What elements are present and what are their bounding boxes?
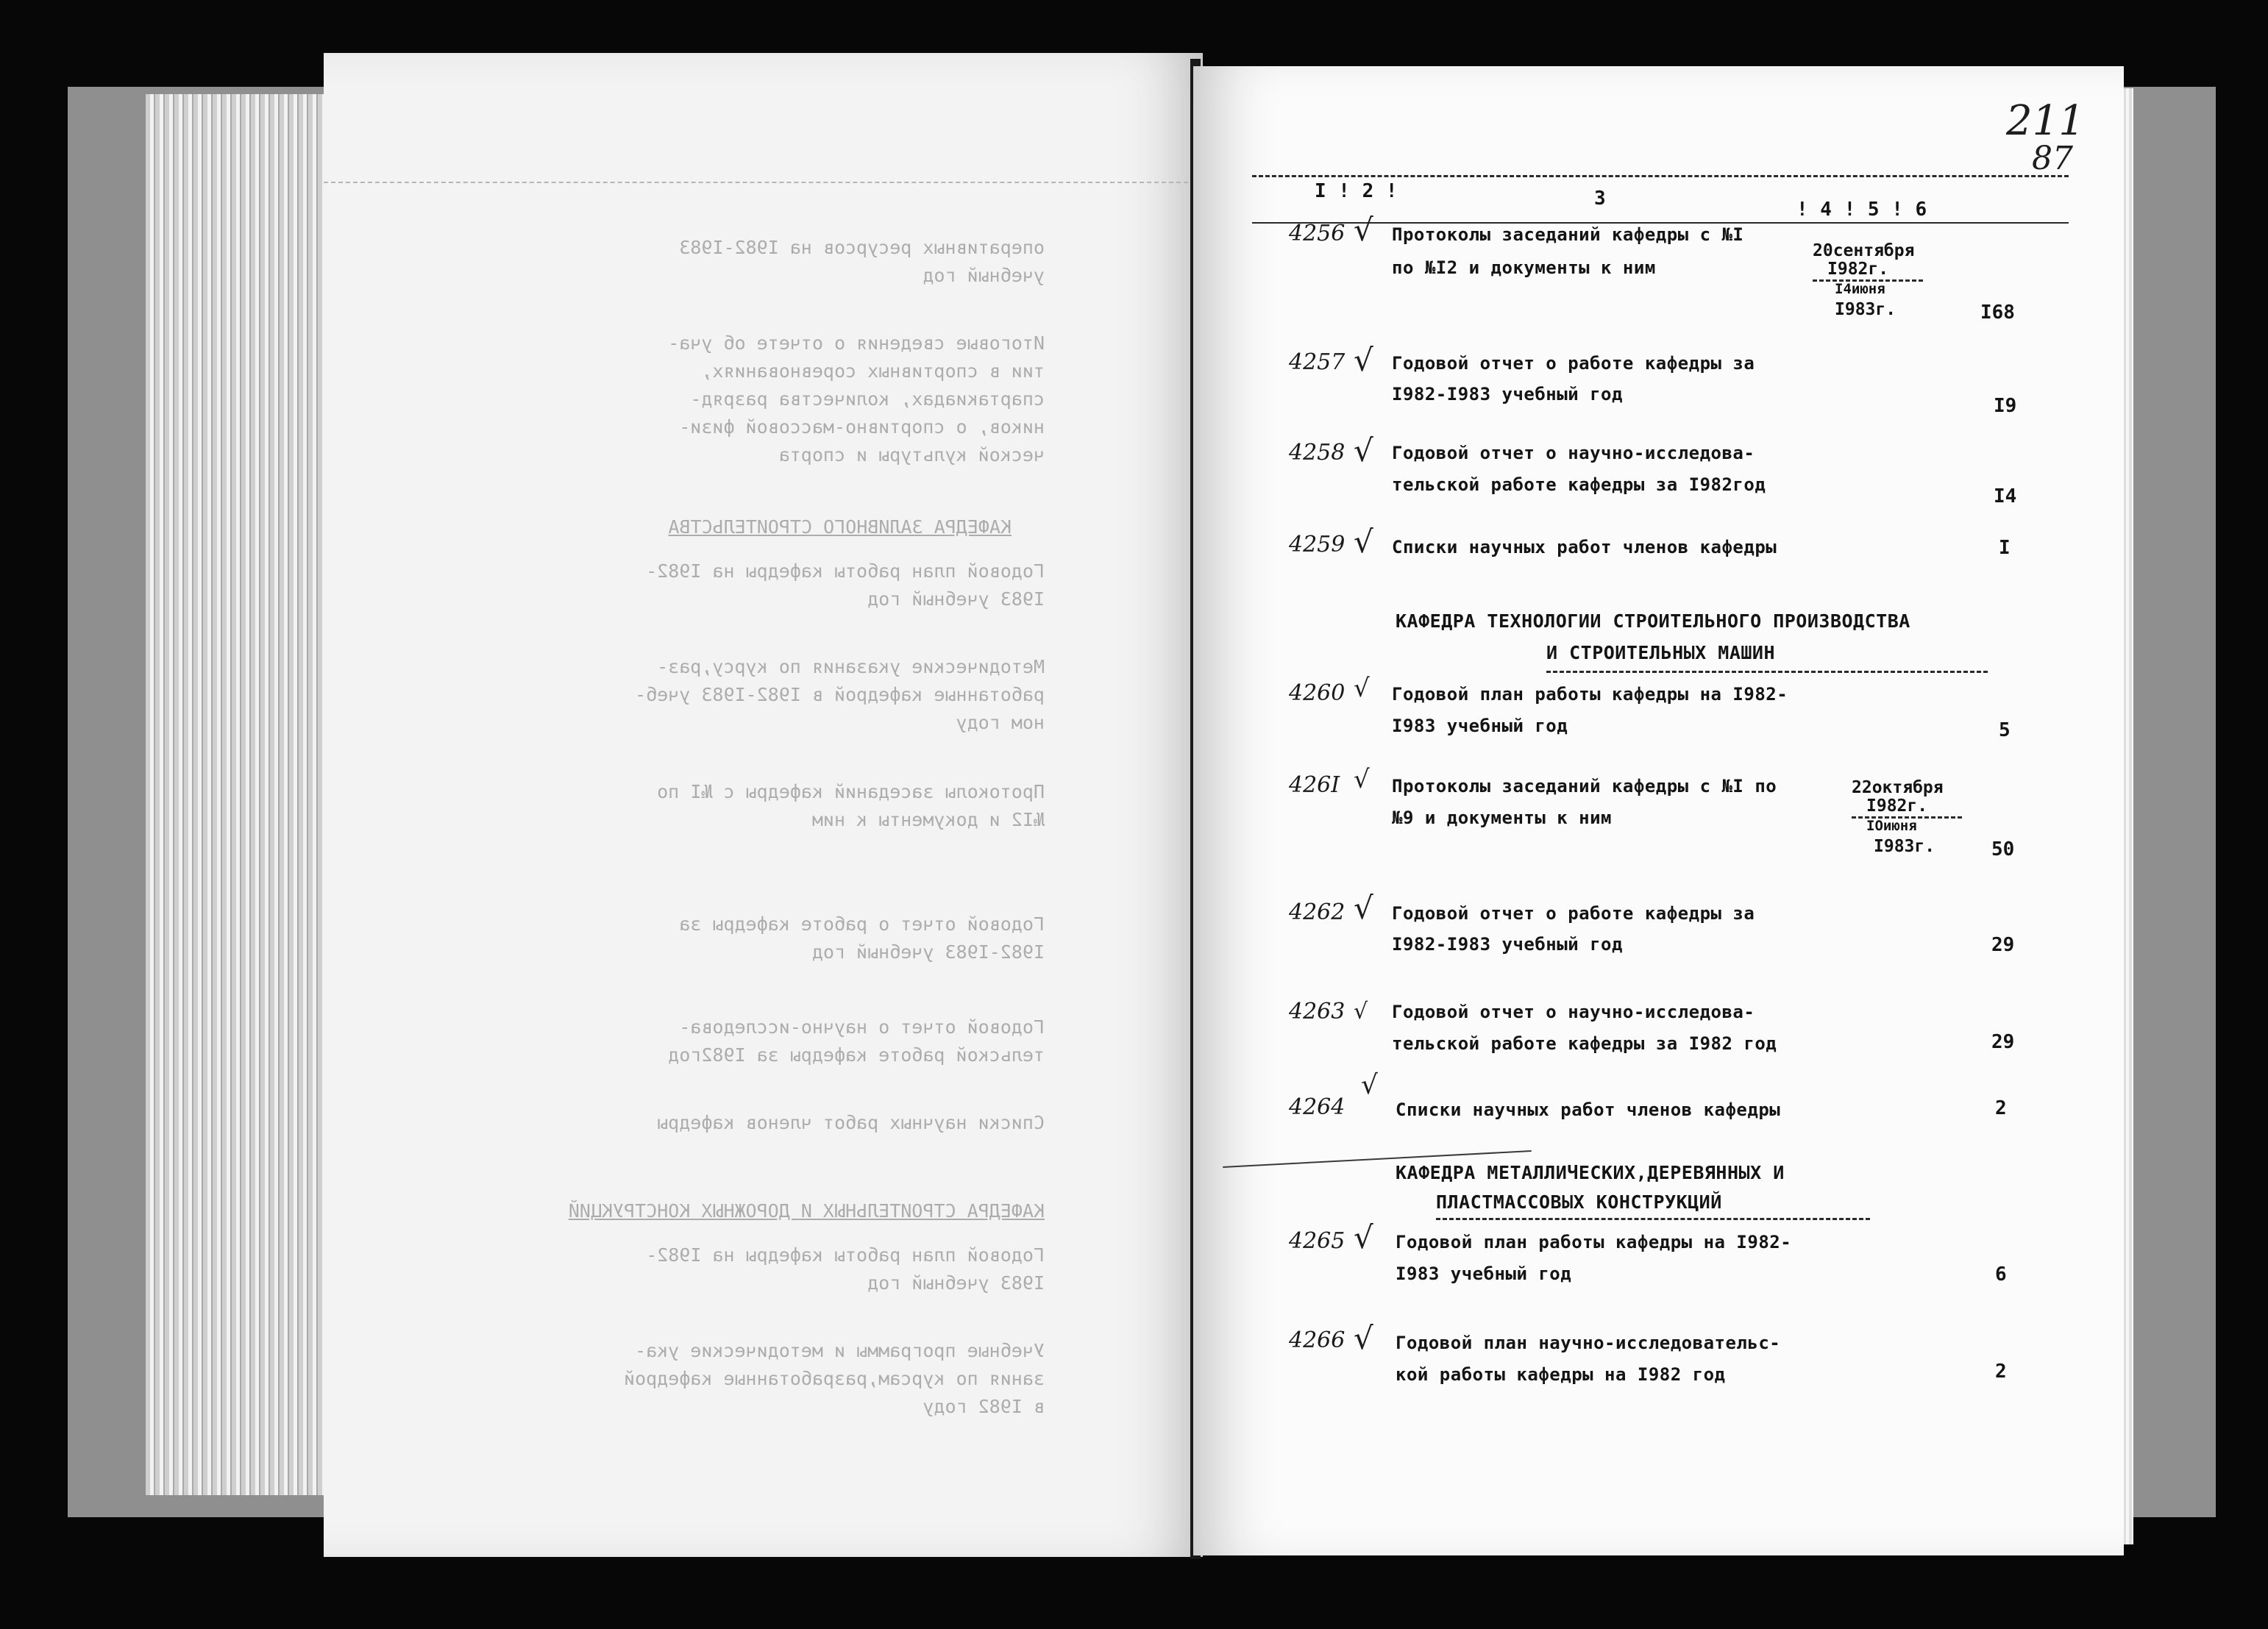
bleed-line: Списки научных работ членов кафедры	[657, 1112, 1045, 1133]
entry-title-line: кой работы кафедры на I982 год	[1396, 1364, 1726, 1385]
folio-number-bottom: 87	[2032, 140, 2073, 177]
checkmark-icon: √	[1354, 524, 1373, 560]
entry-count: 2	[1995, 1097, 2007, 1119]
entry-count: I	[1999, 537, 2011, 559]
bleed-line: I982-I983 учебный год	[811, 941, 1045, 963]
bleed-line: зания по курсам,разработанные кафедрой	[624, 1368, 1045, 1389]
column-header-left: I ! 2 !	[1315, 180, 1398, 202]
entry-title-line: Годовой отчет о научно-исследова-	[1392, 443, 1755, 463]
checkmark-icon: √	[1354, 765, 1370, 794]
header-rule-top	[1252, 175, 2069, 177]
entry-title-line: Годовой отчет о работе кафедры за	[1392, 903, 1755, 924]
section-underline	[1546, 671, 1988, 673]
bleed-line: Учебные программы и методические ука-	[635, 1340, 1045, 1361]
entry-count: 29	[1991, 1031, 2015, 1053]
entry-number: 4256	[1289, 221, 1345, 246]
bleed-line: КАФЕДРА ЗАЛИВНОГО СТРОИТЕЛЬСТВА	[668, 516, 1012, 538]
entry-title-line: Годовой отчет о работе кафедры за	[1392, 353, 1755, 374]
section-underline	[1436, 1218, 1870, 1220]
checkmark-icon: √	[1354, 432, 1373, 468]
entry-number: 4264	[1289, 1094, 1345, 1120]
section-heading: КАФЕДРА ТЕХНОЛОГИИ СТРОИТЕЛЬНОГО ПРОИЗВОДСТВА	[1396, 610, 1910, 632]
bleed-line: ном году	[956, 712, 1045, 733]
entry-title-line: Годовой план научно-исследовательс-	[1396, 1333, 1781, 1353]
bleed-line: тельской работе кафедры за I982год	[668, 1044, 1045, 1066]
left-page-bleed-through	[324, 53, 1203, 1557]
entry-title-line: Годовой отчет о научно-исследова-	[1392, 1002, 1755, 1022]
bleed-line: учебный год	[923, 265, 1045, 286]
entry-title-line: I982-I983 учебный год	[1392, 934, 1623, 955]
checkmark-icon: √	[1354, 890, 1373, 926]
bleed-header-rule	[324, 182, 1203, 183]
entry-title-line: №9 и документы к ним	[1392, 808, 1612, 828]
checkmark-icon: √	[1354, 342, 1373, 378]
checkmark-icon: √	[1361, 1070, 1378, 1100]
bleed-line: Протоколы заседаний кафедры с №I по	[657, 781, 1045, 802]
bleed-line: I983 учебный год	[867, 588, 1045, 610]
bleed-line: в I982 году	[923, 1396, 1045, 1417]
entry-count: 29	[1991, 934, 2015, 956]
entry-count: I4	[1994, 485, 2017, 507]
bleed-line: спартакиадах, количества разряд-	[690, 388, 1045, 410]
entry-count: 2	[1995, 1361, 2007, 1383]
entry-number: 4257	[1289, 349, 1345, 375]
entry-date: 22октября	[1852, 778, 1944, 797]
entry-date: IОиюня	[1866, 818, 1917, 834]
header-rule-bottom	[1252, 222, 2069, 224]
left-page	[324, 53, 1203, 1557]
bleed-line: Годовой план работы кафедры на I982-	[646, 1244, 1045, 1266]
entry-number: 4263	[1289, 999, 1345, 1024]
column-header-middle: 3	[1594, 188, 1607, 210]
entry-title-line: Списки научных работ членов кафедры	[1392, 537, 1777, 557]
entry-count: 5	[1999, 719, 2011, 741]
bleed-line: Итоговые сведения о отчете об уча-	[668, 332, 1045, 354]
entry-title-line: Протоколы заседаний кафедры с №I	[1392, 224, 1744, 245]
checkmark-icon: √	[1354, 1219, 1373, 1255]
bleed-line: Годовой план работы кафедры на I982-	[646, 560, 1045, 582]
bleed-line: I983 учебный год	[867, 1272, 1045, 1294]
bleed-line: оперативных ресурсов на I982-I983	[679, 237, 1045, 258]
entry-number: 4265	[1289, 1228, 1345, 1254]
bleed-line: ческой культуры и спорта	[778, 444, 1045, 466]
entry-count: 6	[1995, 1263, 2007, 1286]
folio-number-top: 211	[2006, 97, 2085, 145]
entry-number: 4262	[1289, 899, 1345, 925]
entry-title-line: Списки научных работ членов кафедры	[1396, 1099, 1781, 1120]
checkmark-icon: √	[1354, 212, 1373, 248]
bleed-line: Годовой отчет о научно-исследова-	[679, 1016, 1045, 1038]
bleed-line: Годовой отчет о работе кафедры за	[679, 913, 1045, 935]
bleed-line: Методические указания по курсу,раз-	[657, 656, 1045, 677]
checkmark-icon: √	[1354, 1320, 1373, 1356]
entry-title-line: тельской работе кафедры за I982 год	[1392, 1033, 1777, 1054]
entry-title-line: I983 учебный год	[1396, 1263, 1572, 1284]
section-heading: ПЛАСТМАССОВЫХ КОНСТРУКЦИЙ	[1436, 1191, 1722, 1213]
entry-date: I983г.	[1874, 837, 1935, 856]
right-page	[1193, 66, 2124, 1555]
entry-title-line: Годовой план работы кафедры на I982-	[1396, 1232, 1792, 1252]
entry-date: I983г.	[1835, 300, 1896, 319]
entry-number: 426I	[1289, 772, 1340, 798]
entry-number: 4266	[1289, 1327, 1345, 1353]
checkmark-icon: √	[1354, 999, 1368, 1024]
bleed-line: №I2 и документы к ним	[811, 809, 1045, 830]
column-header-right: ! 4 ! 5 ! 6	[1796, 199, 1927, 221]
entry-title-line: I983 учебный год	[1392, 716, 1568, 736]
section-heading: И СТРОИТЕЛЬНЫХ МАШИН	[1546, 642, 1776, 663]
checkmark-icon: √	[1354, 674, 1370, 703]
entry-date: I4июня	[1835, 281, 1885, 297]
entry-number: 4260	[1289, 680, 1345, 706]
entry-date: 20сентября	[1813, 241, 1915, 260]
section-heading: КАФЕДРА МЕТАЛЛИЧЕСКИХ,ДЕРЕВЯННЫХ И	[1396, 1162, 1785, 1183]
entry-title-line: Годовой план работы кафедры на I982-	[1392, 684, 1788, 705]
entry-count: I9	[1994, 395, 2017, 417]
entry-title-line: Протоколы заседаний кафедры с №I по	[1392, 776, 1777, 796]
entry-date: I982г.	[1866, 796, 1928, 816]
entry-number: 4258	[1289, 440, 1345, 466]
left-page-stack-edges	[146, 94, 330, 1495]
entry-title-line: тельской работе кафедры за I982год	[1392, 474, 1766, 495]
entry-number: 4259	[1289, 532, 1345, 557]
entry-count: I68	[1980, 302, 2015, 324]
entry-count: 50	[1991, 838, 2015, 860]
bleed-line: ников, о спортивно-массовой физи-	[679, 416, 1045, 438]
bleed-line: работанные кафедрой в I982-I983 учеб-	[635, 684, 1045, 705]
entry-title-line: I982-I983 учебный год	[1392, 384, 1623, 404]
bleed-line: КАФЕДРА СТРОИТЕЛЬНЫХ И ДОРОЖНЫХ КОНСТРУКЦИЙ	[568, 1200, 1045, 1222]
entry-date: I982г.	[1827, 260, 1889, 279]
bleed-line: тии в спортивных соревнованиях,	[701, 360, 1045, 382]
entry-title-line: по №I2 и документы к ним	[1392, 257, 1656, 278]
